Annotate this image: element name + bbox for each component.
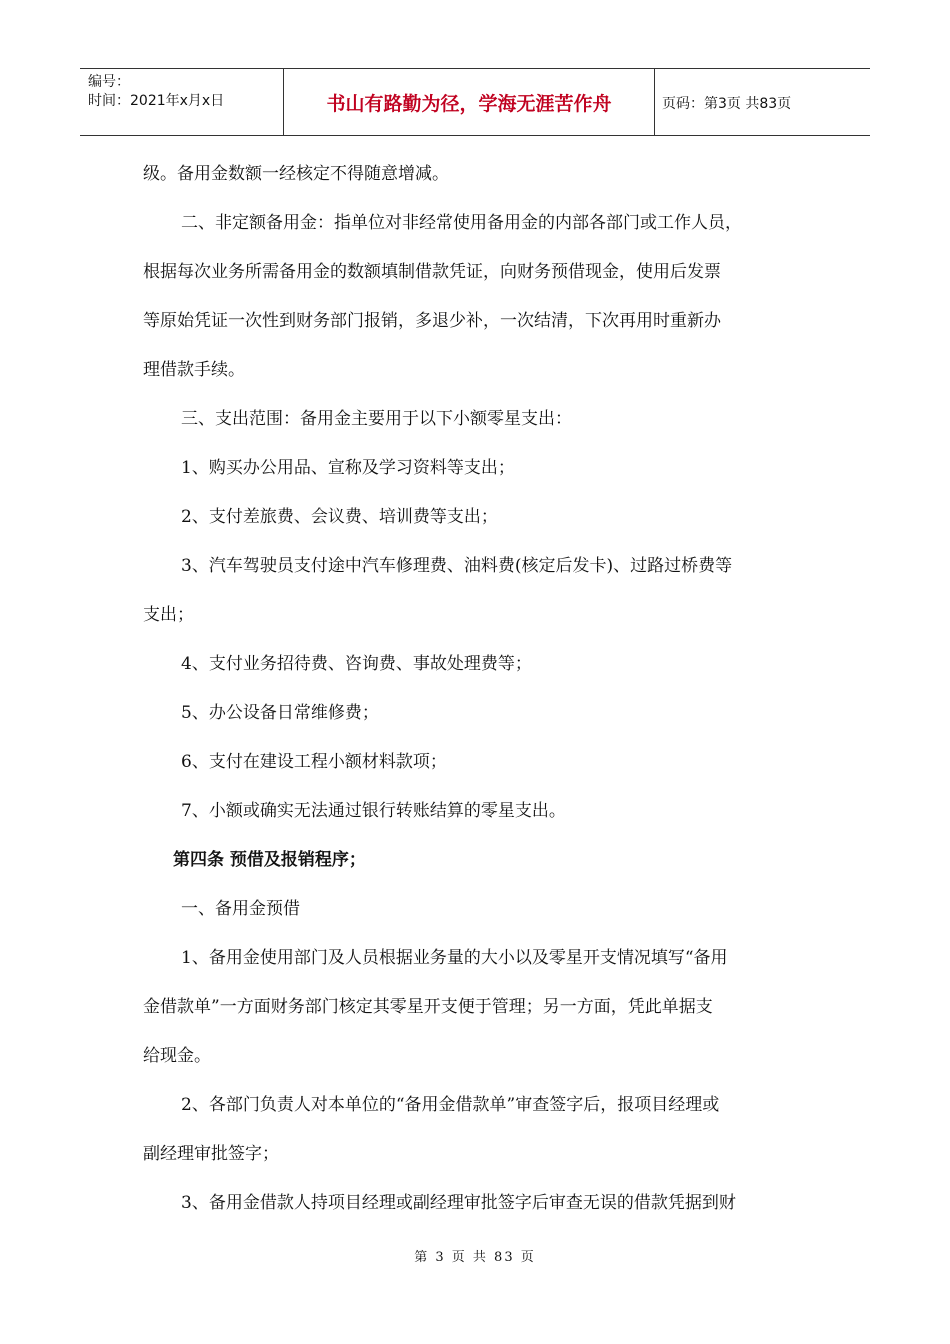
subsection-heading: 一、备用金预借 [181,899,300,919]
paragraph: 给现金。 [143,1046,211,1066]
paragraph: 级。备用金数额一经核定不得随意增减。 [143,164,449,184]
time-label: 时间：2021年x月x日 [88,93,225,109]
number-label: 编号： [88,74,130,90]
list-item: 3、备用金借款人持项目经理或副经理审批签字后审查无误的借款凭据到财 [181,1193,736,1213]
header-divider [654,69,655,136]
paragraph: 根据每次业务所需备用金的数额填制借款凭证，向财务预借现金，使用后发票 [143,262,721,282]
paragraph: 等原始凭证一次性到财务部门报销，多退少补，一次结清，下次再用时重新办 [143,311,721,331]
list-item: 2、各部门负责人对本单位的“备用金借款单”审查签字后，报项目经理或 [181,1095,720,1115]
list-item: 7、小额或确实无法通过银行转账结算的零星支出。 [181,801,566,821]
paragraph: 金借款单”一方面财务部门核定其零星开支便于管理；另一方面，凭此单据支 [143,997,713,1017]
list-item: 2、支付差旅费、会议费、培训费等支出； [181,507,498,527]
list-item: 6、支付在建设工程小额材料款项； [181,752,447,772]
header-meta [88,73,278,111]
list-item: 1、备用金使用部门及人员根据业务量的大小以及零星开支情况填写“备用 [181,948,728,968]
list-item: 1、购买办公用品、宣称及学习资料等支出； [181,458,515,478]
document-body [143,150,808,1228]
header-motto: 书山有路勤为径，学海无涯苦作舟 [326,93,612,115]
list-item: 3、汽车驾驶员支付途中汽车修理费、油料费(核定后发卡)、过路过桥费等 [181,556,733,576]
paragraph: 支出； [143,605,194,625]
paragraph: 理借款手续。 [143,360,245,380]
paragraph: 副经理审批签字； [143,1144,279,1164]
header-page-info: 页码：第3页 共83页 [662,95,792,112]
paragraph: 三、支出范围：备用金主要用于以下小额零星支出： [181,409,572,429]
paragraph: 二、非定额备用金：指单位对非经常使用备用金的内部各部门或工作人员， [181,213,742,233]
list-item: 4、支付业务招待费、咨询费、事故处理费等； [181,654,532,674]
page-footer: 第 3 页 共 83 页 [414,1250,536,1265]
section-heading: 第四条 预借及报销程序； [173,850,366,870]
list-item: 5、办公设备日常维修费； [181,703,379,723]
document-header [80,68,870,136]
